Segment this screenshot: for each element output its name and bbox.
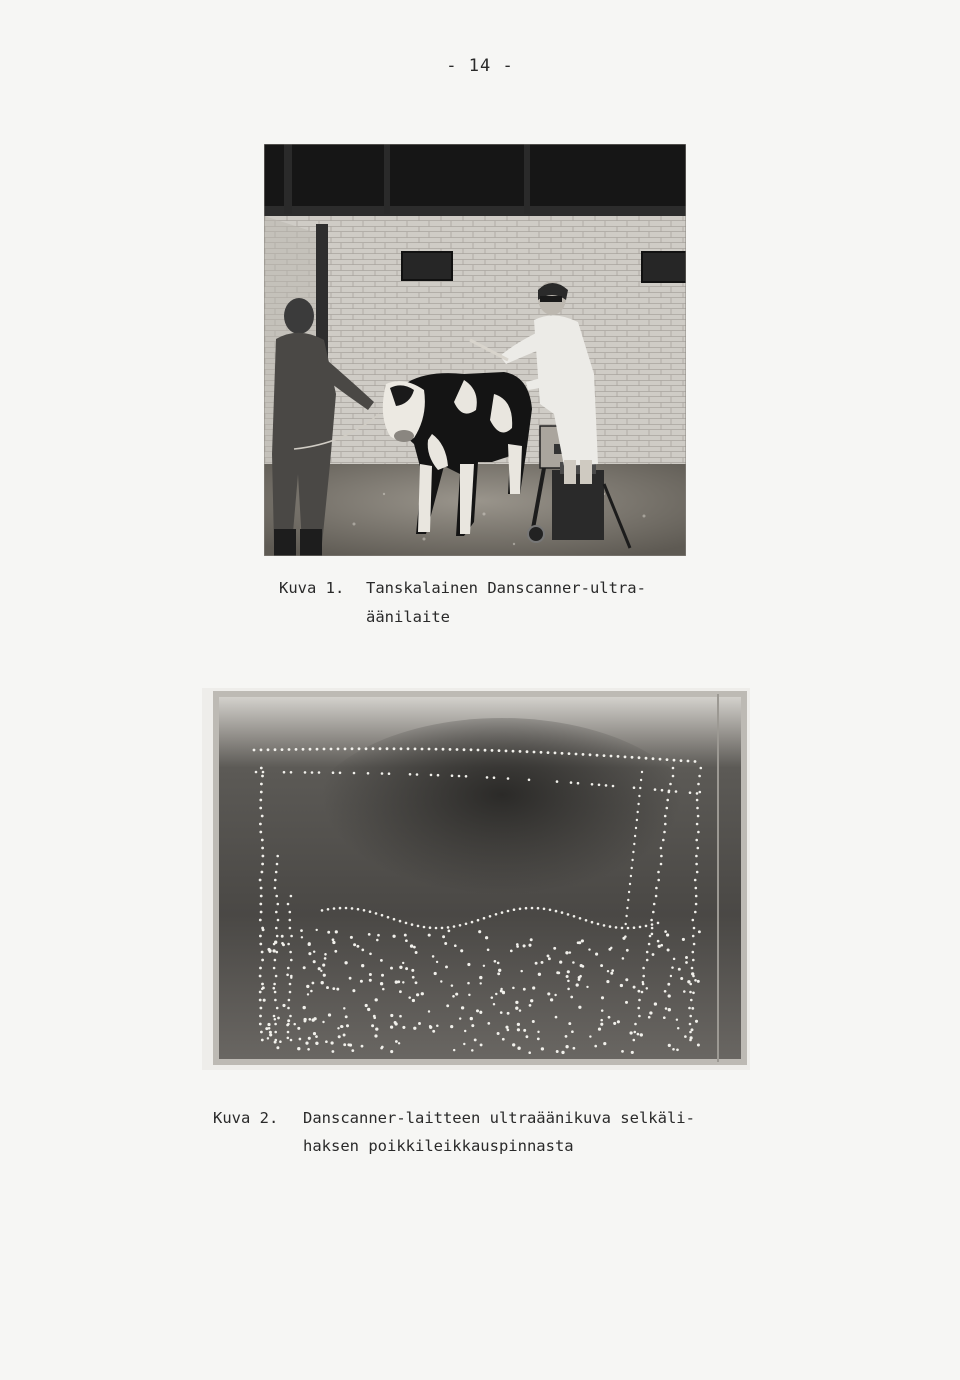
figure-2-caption-line-1: Danscanner-laitteen ultraäänikuva selkäli- xyxy=(303,1109,695,1127)
page-number: - 14 - xyxy=(446,56,514,76)
figure-1-label: Kuva 1. xyxy=(279,579,345,597)
figure-1-caption-line-1: Tanskalainen Danscanner-ultra- xyxy=(366,579,646,597)
figure-2-ultrasound-image xyxy=(202,688,750,1070)
figure-2-label: Kuva 2. xyxy=(213,1109,279,1127)
figure-1-photo xyxy=(264,144,686,556)
figure-1-caption-line-2: äänilaite xyxy=(366,608,450,626)
figure-2-caption-line-2: haksen poikkileikkauspinnasta xyxy=(303,1137,574,1155)
